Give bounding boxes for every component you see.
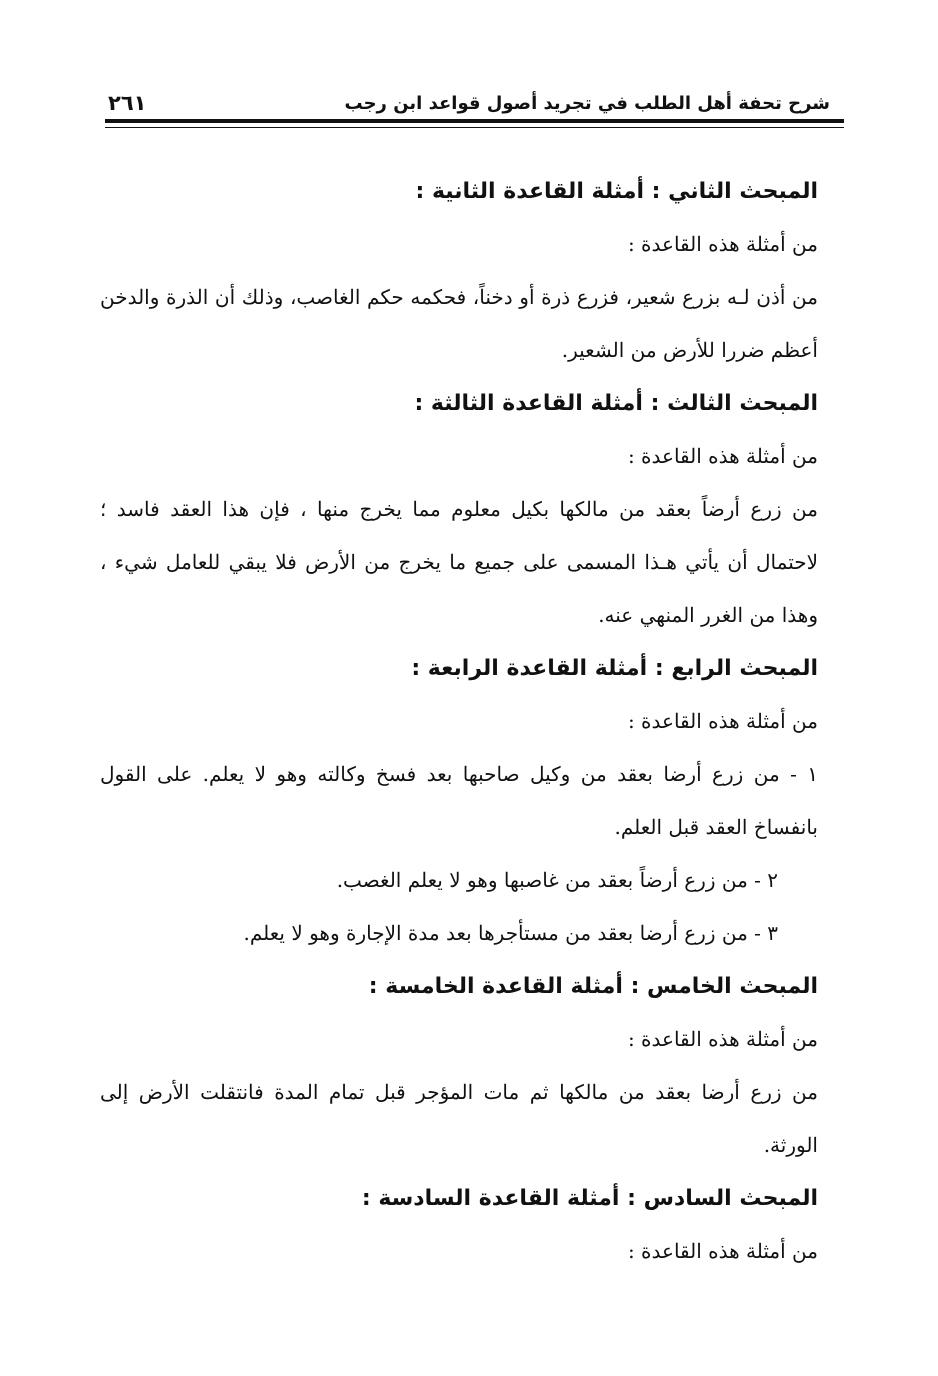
list-item: ٢ - من زرع أرضاً بعقد من غاصبها وهو لا يعلم الغصب.	[336, 868, 778, 892]
section-heading: المبحث الرابع : أمثلة القاعدة الرابعة :	[411, 656, 818, 681]
section-intro: من أمثلة هذه القاعدة :	[627, 1027, 818, 1051]
list-item: ٣ - من زرع أرضا بعقد من مستأجرها بعد مدة الإجارة وهو لا يعلم.	[243, 921, 778, 945]
section-intro: من أمثلة هذه القاعدة :	[627, 709, 818, 733]
list-item: ١ - من زرع أرضا بعقد من وكيل صاحبها بعد فسخ وكالته وهو لا يعلم. على القول بانفساخ العقد قبل العلم.	[100, 762, 818, 839]
section-heading: المبحث الثاني : أمثلة القاعدة الثانية :	[415, 179, 818, 204]
section-intro: من أمثلة هذه القاعدة :	[627, 1239, 818, 1263]
section-heading: المبحث الثالث : أمثلة القاعدة الثالثة :	[414, 391, 818, 416]
header-rule-thick	[105, 119, 844, 123]
header-title: شرح تحفة أهل الطلب في تجريد أصول قواعد ابن رجب	[344, 92, 830, 114]
paragraph: من زرع أرضا بعقد من مالكها ثم مات المؤجر قبل تمام المدة فانتقلت الأرض إلى الورثة.	[100, 1080, 818, 1157]
paragraph: من زرع أرضاً بعقد من مالكها بكيل معلوم مما يخرج منها ، فإن هذا العقد فاسد ؛ لاحتمال أن يأتي هـذا المسمى على جميع ما يخرج من الأرض فلا يبقي للعامل شيء ، وهذا من الغرر المنهي عنه.	[100, 497, 818, 627]
page-body	[100, 165, 818, 1278]
section-heading: المبحث الخامس : أمثلة القاعدة الخامسة :	[368, 974, 818, 999]
page-number: ٢٦١	[108, 91, 147, 115]
section-heading: المبحث السادس : أمثلة القاعدة السادسة :	[361, 1186, 818, 1211]
running-header	[108, 84, 830, 122]
section-intro: من أمثلة هذه القاعدة :	[627, 232, 818, 256]
header-rule-thin	[105, 127, 844, 128]
paragraph: من أذن لـه بزرع شعير، فزرع ذرة أو دخناً، فحكمه حكم الغاصب، وذلك أن الذرة والدخن أعظم ضررا للأرض من الشعير.	[100, 285, 818, 362]
section-intro: من أمثلة هذه القاعدة :	[627, 444, 818, 468]
